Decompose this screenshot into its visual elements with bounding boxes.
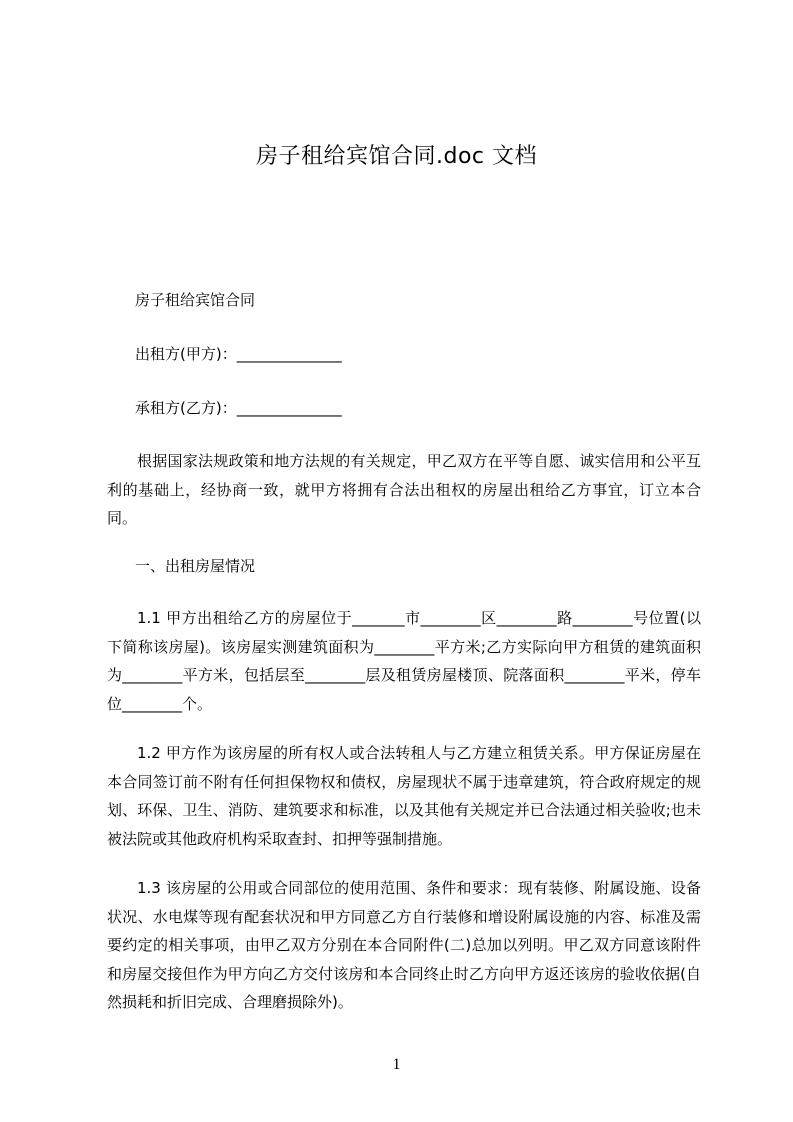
lessor-line: 出租方(甲方)：______________ [135,345,342,363]
document-title: 房子租给宾馆合同.doc 文档 [255,144,537,169]
intro-paragraph: 根据国家法规政策和地方法规的有关规定，甲乙双方在平等自愿、诚实信用和公平互利的基础上，经协商一致，就甲方将拥有合法出租权的房屋出租给乙方事宜，订立本合同。 [107,452,701,527]
contract-name: 房子租给宾馆合同 [135,291,256,309]
clause-1-2-paragraph: 1.2 甲方作为该房屋的所有权人或合法转租人与乙方建立租赁关系。甲方保证房屋在本合同签订前不附有任何担保物权和债权，房屋现状不属于违章建筑，符合政府规定的规划、环保、卫生、消防、建筑要求和标准，以及其他有关规定并已合法通过相关验收;也未被法院或其他政府机构采取查封、扣押等强制措施。 [107,744,701,848]
clause-1-3-paragraph: 1.3 该房屋的公用或合同部位的使用范围、条件和要求：现有装修、附属设施、设备状况、水电煤等现有配套状况和甲方同意乙方自行装修和增设附属设施的内容、标准及需要约定的相关事项，由甲乙双方分别在本合同附件(二)总加以列明。甲乙双方同意该附件和房屋交接但作为甲方向乙方交付该房和本合同终止时乙方向甲方返还该房的验收依据(自然损耗和折旧完成、合理磨损除外)。 [107,879,701,1011]
section1-heading: 一、出租房屋情况 [135,557,256,575]
page-number: 1 [392,1056,401,1073]
clause-1-1-paragraph: 1.1 甲方出租给乙方的房屋位于_______市________区________路________号位置(以下简称该房屋)。该房屋实测建筑面积为________平方米;乙方实际向甲方租赁的建筑面积为________平方米，包括层至________层及租赁房屋楼顶、院落面积________平米，停车位________个。 [107,609,701,713]
lessee-line: 承租方(乙方)：______________ [135,399,342,417]
